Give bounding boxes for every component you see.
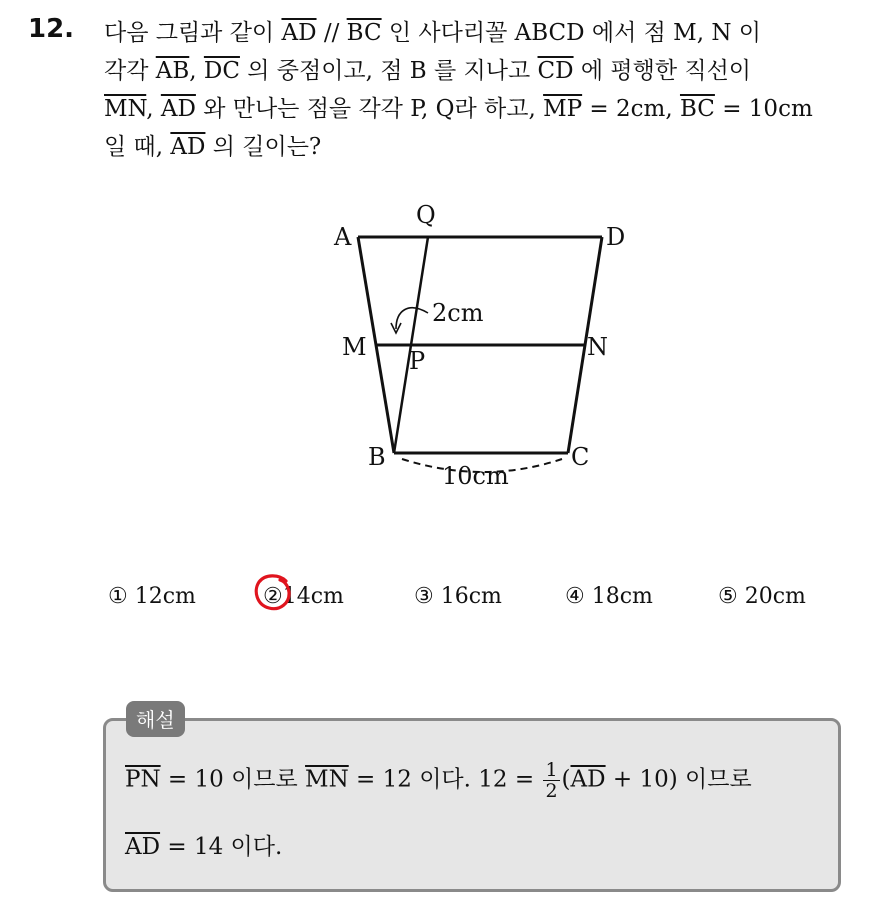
choice-4[interactable]: ④ 18cm xyxy=(565,584,653,609)
segment-dc: $\overline{DC}$ xyxy=(203,58,240,84)
choice-3[interactable]: ③ 16cm xyxy=(414,584,502,609)
question-line-2: 각각 $\overline{AB}$, $\overline{DC}$ 의 중점이고, 점 B 를 지나고 $\overline{CD}$ 에 평행한 직선이 xyxy=(104,58,752,84)
solution-box xyxy=(103,718,841,892)
segment-mn: $\overline{MN}$ xyxy=(104,96,147,122)
segment-ad: $\overline{AD}$ xyxy=(170,134,206,160)
segment-ab: $\overline{AB}$ xyxy=(155,58,190,84)
label-d: D xyxy=(606,223,626,251)
segment-ad: $\overline{AD}$ xyxy=(160,96,196,122)
mp-arrow xyxy=(396,308,428,329)
label-bc-length: 10cm xyxy=(442,462,509,490)
segment-mn: $\overline{MN}$ xyxy=(305,766,349,793)
selected-answer-circle xyxy=(253,572,293,612)
segment-pn: $\overline{PN}$ xyxy=(125,766,161,793)
label-a: A xyxy=(334,223,352,251)
segment-ad: $\overline{AD}$ xyxy=(281,20,317,46)
solution-tag: 해설 xyxy=(126,701,185,737)
question-line-3: $\overline{MN}$, $\overline{AD}$ 와 만나는 점을 각각 P, Q라 하고, $\overline{MP} = 2cm$, $\overline{BC} = 10cm$ xyxy=(104,96,813,122)
trapezoid-figure xyxy=(300,195,640,500)
solution-line-2: $\overline{AD} = 14$ 이다. xyxy=(125,834,283,860)
fraction-one-half: $\frac{1}{2}$ xyxy=(545,759,558,802)
question-line-4: 일 때, $\overline{AD}$ 의 길이는? xyxy=(104,134,322,160)
label-c: C xyxy=(571,443,590,471)
segment-bc: $\overline{BC}$ xyxy=(679,96,715,122)
segment-bc: $\overline{BC}$ xyxy=(346,20,382,46)
label-mp-length: 2cm xyxy=(432,299,484,327)
label-p: P xyxy=(409,347,426,375)
choice-5[interactable]: ⑤ 20cm xyxy=(718,584,806,609)
choice-1[interactable]: ① 12cm xyxy=(108,584,196,609)
label-m: M xyxy=(342,333,367,361)
segment-ad: $\overline{AD}$ xyxy=(125,834,161,860)
choice-2[interactable]: ②14cm xyxy=(263,584,344,609)
label-b: B xyxy=(368,443,386,471)
segment-mp: $\overline{MP}$ xyxy=(543,96,583,122)
solution-line-1: $\overline{PN} = 10$ 이므로 $\overline{MN} = 12$ 이다. 12 = $\frac{1}{2}$ $(\overline{AD} + 10)$ 이므로 xyxy=(125,759,752,802)
question-line-1: 다음 그림과 같이 $\overline{AD} // \overline{BC}$ 인 사다리꼴 ABCD 에서 점 M, N 이 xyxy=(104,20,762,46)
segment-ad: $\overline{AD}$ xyxy=(570,766,606,793)
question-number: 12. xyxy=(28,14,75,44)
label-q: Q xyxy=(416,201,436,229)
question-text xyxy=(104,14,869,166)
label-n: N xyxy=(587,333,608,361)
segment-cd: $\overline{CD}$ xyxy=(537,58,574,84)
